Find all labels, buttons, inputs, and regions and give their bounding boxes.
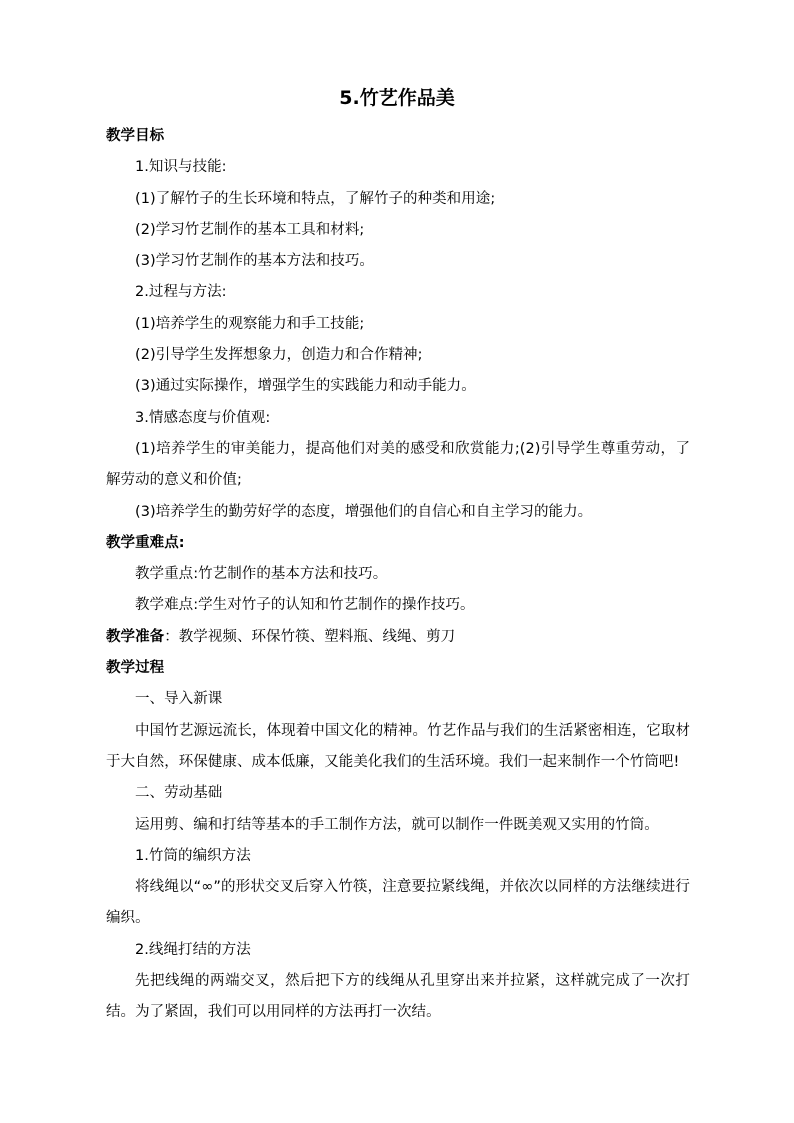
process-item-2: (2)引导学生发挥想象力，创造力和合作精神;: [135, 347, 423, 364]
process-item-1: (1)培养学生的观察能力和手工技能;: [135, 315, 365, 332]
step2-heading: 二、劳动基础: [135, 785, 223, 802]
knowledge-heading: 1.知识与技能:: [135, 159, 227, 176]
prep-text: ：教学视频、环保竹筷、塑料瓶、线绳、剪刀: [164, 628, 456, 645]
keypoint-text: 教学重点:竹艺制作的基本方法和技巧。: [135, 566, 388, 583]
objectives-heading: 教学目标: [106, 128, 165, 144]
step1-heading: 一、导入新课: [135, 691, 223, 708]
sub1-heading: 1.竹筒的编织方法: [135, 847, 251, 864]
procedure-heading: 教学过程: [106, 660, 165, 677]
step1-paragraph: 中国竹艺源远流长，体现着中国文化的精神。竹艺作品与我们的生活紧密相连，它取材于大自然，环保健康、成本低廉，又能美化我们的生活环境。我们一起来制作一个竹筒吧!: [106, 722, 690, 770]
document-body: [106, 121, 690, 1029]
emotion-heading: 3.情感态度与价值观:: [135, 409, 271, 426]
emotion-item-3: (3)培养学生的勤劳好学的态度，增强他们的自信心和自主学习的能力。: [135, 503, 593, 520]
emotion-paragraph: (1)培养学生的审美能力，提高他们对美的感受和欣赏能力;(2)引导学生尊重劳动，了解劳动的意义和价值;: [106, 440, 690, 489]
knowledge-item-2: (2)学习竹艺制作的基本工具和材料;: [135, 221, 365, 238]
keypoints-heading: 教学重难点:: [106, 534, 185, 551]
prep-label: 教学准备: [106, 628, 165, 645]
difficulty-text: 教学难点:学生对竹子的认知和竹艺制作的操作技巧。: [135, 597, 475, 614]
process-heading: 2.过程与方法:: [135, 284, 227, 301]
knowledge-item-1: (1)了解竹子的生长环境和特点，了解竹子的种类和用途;: [135, 190, 496, 207]
sub2-paragraph: 先把线绳的两端交叉，然后把下方的线绳从孔里穿出来并拉紧，这样就完成了一次打结。为了紧固，我们可以用同样的方法再打一次结。: [106, 973, 690, 1021]
step2-paragraph: 运用剪、编和打结等基本的手工制作方法，就可以制作一件既美观又实用的竹筒。: [135, 816, 659, 833]
sub1-paragraph: 将线绳以“∞”的形状交叉后穿入竹筷，注意要拉紧线绳，并依次以同样的方法继续进行编织。: [106, 879, 690, 927]
page-title: 5.竹艺作品美: [339, 87, 455, 109]
process-item-3: (3)通过实际操作，增强学生的实践能力和动手能力。: [135, 378, 476, 395]
knowledge-item-3: (3)学习竹艺制作的基本方法和技巧。: [135, 253, 374, 270]
prep-line: [106, 622, 690, 653]
sub2-heading: 2.线绳打结的方法: [135, 941, 251, 958]
